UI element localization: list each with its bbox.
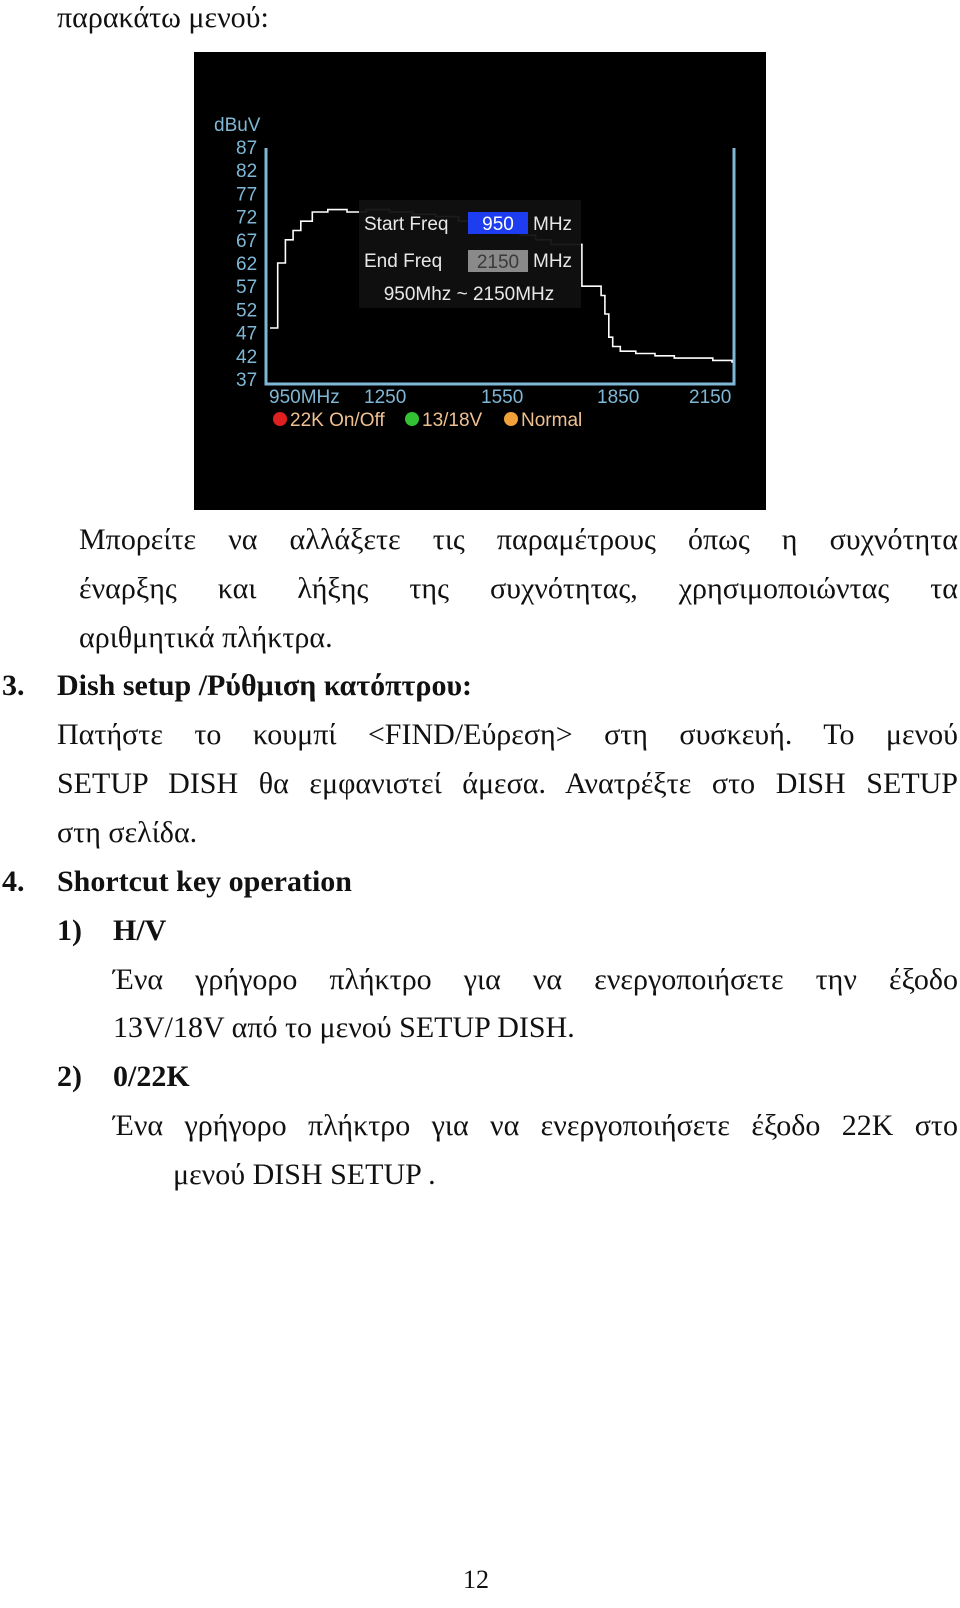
section4-title: Shortcut key operation: [57, 865, 352, 898]
legend-22k-label: 22K On/Off: [290, 410, 385, 431]
intro-text: παρακάτω μενού:: [57, 1, 269, 34]
y-tick-label: 52: [236, 300, 258, 322]
red-key-icon: [273, 412, 287, 426]
x-tick-label: 1850: [597, 387, 640, 408]
y-tick-label: 87: [236, 138, 258, 159]
y-tick-label: 82: [236, 161, 258, 183]
item2-line2: μενού DISH SETUP .: [173, 1158, 436, 1191]
orange-key-icon: [504, 412, 518, 426]
item1-line1: Ένα γρήγορο πλήκτρο για να ενεργοποιήσετε την έξοδο: [113, 963, 958, 996]
spectrum-chart: [194, 52, 766, 510]
x-tick-label: 950MHz: [269, 387, 340, 408]
start-freq-value: 950: [482, 214, 514, 235]
freq-range-text: 950Mhz ~ 2150MHz: [383, 284, 555, 305]
y-tick-label: 47: [236, 323, 258, 345]
green-key-icon: [405, 412, 419, 426]
frequency-popup: [359, 200, 581, 308]
section4-number: 4.: [2, 865, 25, 898]
item1-title: H/V: [113, 914, 167, 947]
item1-line2: 13V/18V από το μενού SETUP DISH.: [113, 1011, 575, 1044]
y-tick-label: 42: [236, 346, 258, 368]
section3-line1: Πατήστε το κουμπί <FIND/Εύρεση> στη συσκευή. Το μενού: [57, 718, 958, 751]
y-tick-label: 72: [236, 207, 258, 229]
start-freq-label: Start Freq: [364, 214, 449, 235]
spectrum-screenshot: [194, 52, 766, 510]
y-tick-label: 77: [236, 184, 258, 206]
item2-number: 2): [57, 1060, 82, 1093]
section3-line3: στη σελίδα.: [57, 816, 198, 849]
section3-line2: SETUP DISH θα εμφανιστεί άμεσα. Ανατρέξτε στο DISH SETUP: [57, 767, 958, 800]
end-freq-unit: MHz: [533, 251, 573, 272]
y-tick-label: 57: [236, 277, 258, 299]
para1-line2: έναρξης και λήξης της συχνότητας, χρησιμοποιώντας τα: [79, 572, 958, 605]
end-freq-label: End Freq: [364, 251, 443, 272]
x-tick-label: 1550: [481, 387, 524, 408]
section3-title: Dish setup /Ρύθμιση κατόπτρου:: [57, 669, 473, 702]
legend-1318v-label: 13/18V: [422, 410, 483, 431]
y-unit-label: dBuV: [214, 115, 261, 136]
y-tick-label: 37: [236, 370, 258, 391]
para1-line3: αριθμητικά πλήκτρα.: [79, 621, 333, 654]
legend-normal-label: Normal: [521, 410, 583, 431]
section3-number: 3.: [2, 669, 25, 702]
y-tick-label: 67: [236, 230, 258, 252]
para1-line1: Μπορείτε να αλλάξετε τις παραμέτρους όπως η συχνότητα: [79, 523, 958, 556]
x-tick-label: 2150: [689, 387, 732, 408]
start-freq-unit: MHz: [533, 214, 573, 235]
key-legend: [273, 410, 582, 431]
y-tick-label: 62: [236, 254, 258, 275]
item1-number: 1): [57, 914, 82, 947]
end-freq-value: 2150: [476, 252, 520, 273]
x-tick-label: 1250: [364, 387, 407, 408]
item2-title: 0/22K: [113, 1060, 190, 1093]
page-number: 12: [463, 1565, 489, 1594]
item2-line1: Ένα γρήγορο πλήκτρο για να ενεργοποιήσετε έξοδο 22K στο: [113, 1109, 958, 1142]
